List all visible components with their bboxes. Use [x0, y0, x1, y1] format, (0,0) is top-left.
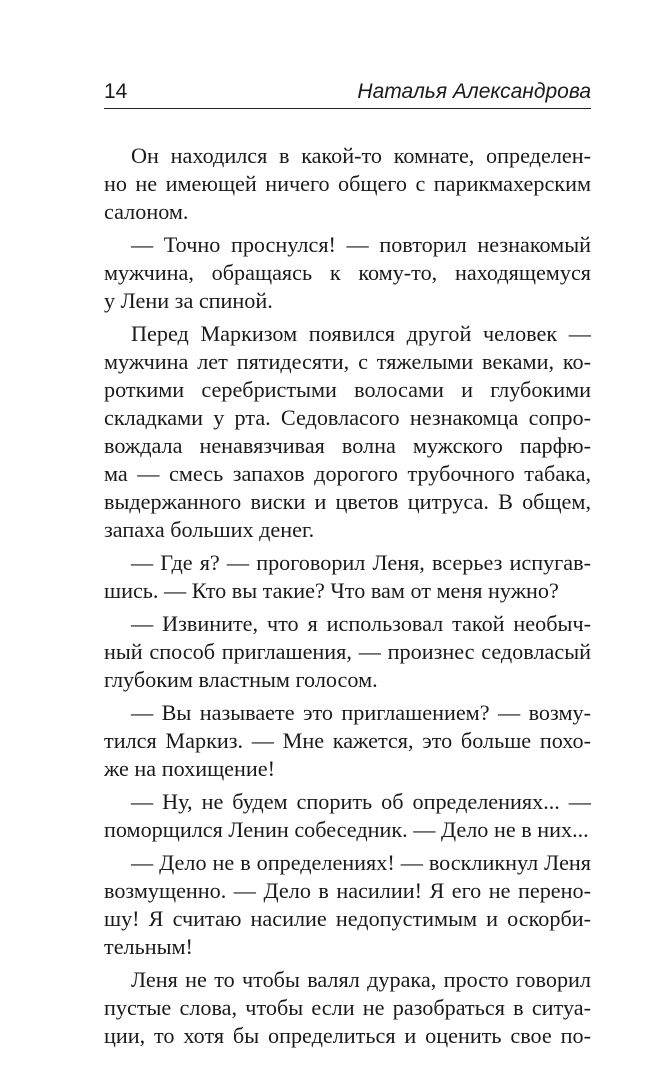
text-line: но не имеющей ничего общего с парикмахерским [104, 171, 591, 196]
text-line: поморщился Ленин собеседник. — Дело не в них... [104, 817, 589, 842]
text-line: — Точно проснулся! — повторил незнакомый [131, 232, 591, 257]
text-line: мужчина лет пятидесяти, с тяжелыми веками, ко- [104, 349, 591, 374]
text-line: — Ну, не будем спорить об определениях... — [131, 789, 591, 814]
text-line: складками у рта. Седовласого незнакомца сопро- [104, 405, 591, 430]
text-line: тился Маркиз. — Мне кажется, это больше похо- [104, 728, 591, 753]
text-line: у Лени за спиной. [104, 288, 273, 313]
text-line: пустые слова, чтобы если не разобраться в ситуа- [104, 995, 591, 1020]
text-line: шись. — Кто вы такие? Что вам от меня нужно? [104, 578, 559, 603]
text-line: — Извините, что я использовал такой необыч- [131, 611, 591, 636]
text-line: запаха больших денег. [104, 517, 315, 542]
text-line: мужчина, обращаясь к кому-то, находящемуся [104, 260, 591, 285]
text-line: же на похищение! [104, 756, 275, 781]
text-line: Он находился в какой-то комнате, определен- [131, 143, 591, 168]
text-line: выдержанного виски и цветов цитруса. В общем, [104, 489, 591, 514]
text-line: ции, то хотя бы определиться и оценить свое по- [104, 1023, 591, 1048]
text-line: возмущенно. — Дело в насилии! Я его не перено- [104, 878, 591, 903]
running-title: Наталья Александрова [357, 80, 591, 103]
text-line: Леня не то чтобы валял дурака, просто говорил [131, 967, 591, 992]
page-number: 14 [104, 80, 128, 103]
text-line: роткими серебристыми волосами и глубокими [104, 377, 591, 402]
text-line: салоном. [104, 199, 189, 224]
text-line: глубоким властным голосом. [104, 667, 378, 692]
body-text [104, 142, 591, 1050]
text-line: ный способ приглашения, — произнес седовласый [104, 639, 591, 664]
text-line: шу! Я считаю насилие недопустимым и оскорби- [104, 906, 591, 931]
page-header [104, 76, 591, 109]
text-line: вождала ненавязчивая волна мужского парфю- [104, 433, 591, 458]
text-line: — Где я? — проговорил Леня, всерьез испугав- [131, 550, 591, 575]
text-line: — Дело не в определениях! — воскликнул Леня [131, 850, 591, 875]
text-line: — Вы называете это приглашением? — возму- [131, 700, 591, 725]
text-line: тельным! [104, 934, 193, 959]
text-line: Перед Маркизом появился другой человек — [131, 321, 591, 346]
text-line: ма — смесь запахов дорогого трубочного табака, [104, 461, 591, 486]
